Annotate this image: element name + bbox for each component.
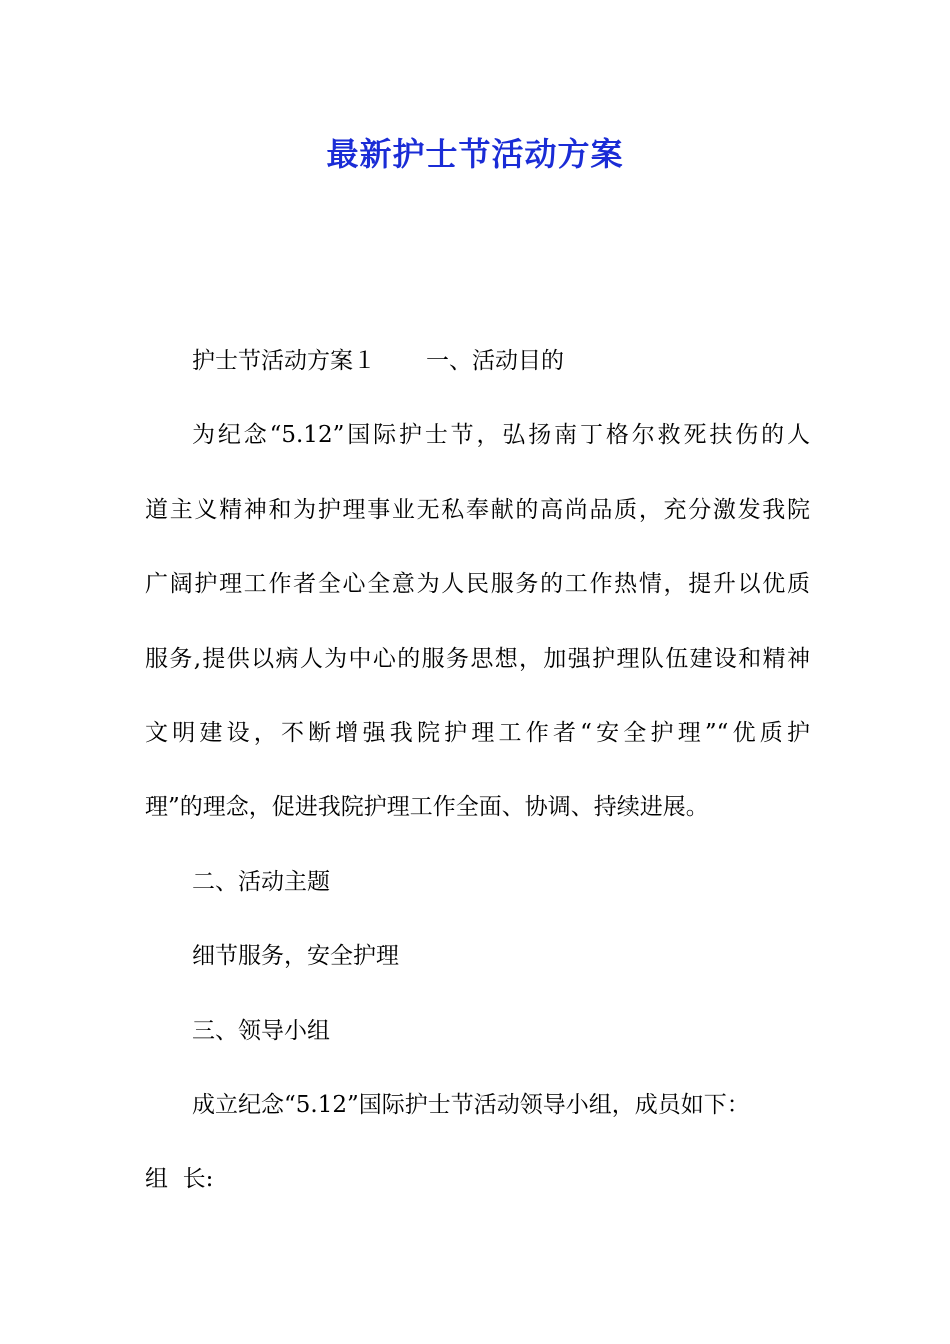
paragraph1-line-4: 服务,提供以病人为中心的服务思想，加强护理队伍建设和精神: [145, 645, 810, 672]
paragraph1-line-3: 广阔护理工作者全心全意为人民服务的工作热情，提升以优质: [145, 571, 810, 598]
section2-heading: 二、活动主题: [192, 868, 330, 895]
section3-heading: 三、领导小组: [192, 1017, 330, 1044]
document-body: [145, 336, 810, 1229]
paragraph1-line-1: 为纪念“5.12”国际护士节，弘扬南丁格尔救死扶伤的人: [192, 422, 810, 449]
section3-text: 成立纪念“5.12”国际护士节活动领导小组，成员如下：: [192, 1091, 750, 1118]
paragraph1-line-2: 道主义精神和为护理事业无私奉献的高尚品质，充分激发我院: [145, 496, 810, 523]
paragraph1-line-6: 理”的理念，促进我院护理工作全面、协调、持续进展。: [145, 794, 709, 821]
section1-heading: 一、活动目的: [426, 348, 564, 374]
section2-text: 细节服务，安全护理: [192, 943, 399, 970]
document-title: 最新护士节活动方案: [326, 135, 624, 173]
leader-label: 组 长:: [145, 1166, 214, 1193]
plan-label: 护士节活动方案１: [192, 348, 376, 374]
paragraph1-line-5: 文明建设，不断增强我院护理工作者“安全护理”“优质护: [145, 719, 810, 746]
plan-heading-line: [145, 336, 810, 410]
